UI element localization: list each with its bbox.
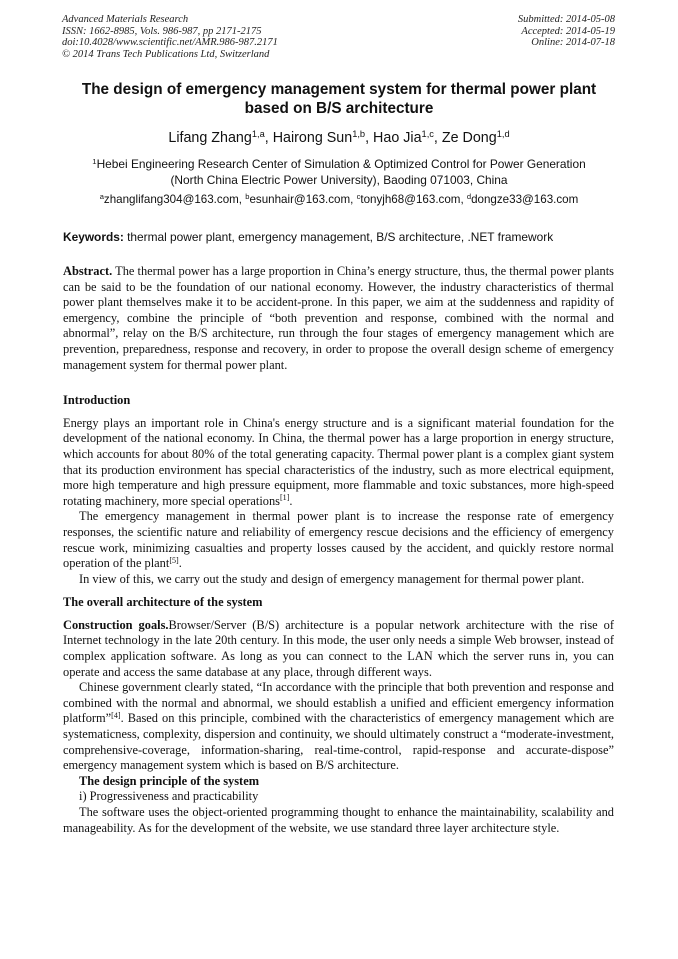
author [373, 130, 442, 146]
author-name: Lifang Zhang [168, 130, 252, 146]
affiliation-mark: 1 [92, 156, 97, 166]
author-separator: , [264, 130, 273, 146]
paper-title [40, 80, 638, 118]
author-name: Ze Dong [441, 130, 497, 146]
intro-text-1-end: . [289, 493, 293, 508]
author-affil-mark: 1,b [352, 128, 366, 139]
author-affil-mark: 1,c [421, 128, 434, 139]
title-line-1: The design of emergency management system for thermal power plant [81, 81, 597, 98]
author [273, 130, 373, 146]
construction-goals-text: Browser/Server (B/S) architecture is a popular network architecture with the rise of Internet technology in the late 20th century. In this mode, the user only needs a simple Web browser, instead of complex application software. As long as you can connect to the LAN which the server runs in, you can operate and access the same database at any place, through different ways. [63, 617, 615, 679]
abstract-text: The thermal power has a large proportion in China’s energy structure, thus, the thermal power plants can be said to be the foundation of our national economy. However, the industry characteristics of thermal power plant themselves make it to be accident-prone. In this paper, we aim at the suddenness and rapidity of emergency, combine the principle of “both prevention and response, combined with the normal and abnormal”, relay on the B/S architecture, run through the four stages of emergency management which are prevention, preparedness, response and recovery, in order to propose the overall design scheme of emergency management system for thermal power plant. [63, 264, 614, 372]
author-affil-mark: 1,d [496, 128, 510, 139]
email-address: dongze33@163.com [471, 193, 579, 206]
author-emails [40, 192, 638, 208]
affiliation-text-1: Hebei Engineering Research Center of Simulation & Optimized Control for Power Generation [96, 157, 586, 171]
arch-paragraph-2 [63, 680, 614, 774]
citation-ref: [5] [169, 555, 179, 565]
intro-text-2-end: . [178, 556, 182, 571]
keywords-label: Keywords: [63, 230, 124, 244]
author [168, 130, 272, 146]
journal-header [62, 14, 278, 60]
author [442, 130, 510, 146]
title-line-2: based on B/S architecture [244, 100, 434, 117]
author-name: Hao Jia [373, 130, 422, 146]
email-address: zhanglifang304@163.com, [103, 193, 246, 206]
dates-header [518, 14, 615, 49]
section-heading-introduction: Introduction [63, 393, 131, 408]
email-mark: d [466, 191, 472, 201]
journal-name: Advanced Materials Research [62, 14, 189, 25]
email-address: tonyjh68@163.com, [360, 193, 467, 206]
intro-paragraph-3: In view of this, we carry out the study and design of emergency management for thermal power plant. [79, 571, 585, 586]
intro-paragraph-1 [63, 416, 614, 510]
subsection-heading-design-principle: The design principle of the system [79, 773, 260, 788]
submitted-date: Submitted: 2014-05-08 [517, 14, 615, 25]
paper-body [63, 264, 614, 836]
author-list [40, 129, 638, 147]
email-mark: c [356, 191, 361, 201]
abstract-label: Abstract. [63, 264, 113, 278]
intro-paragraph-2 [63, 509, 614, 571]
journal-issn: ISSN: 1662-8985, Vols. 986-987, pp 2171-2175 [62, 25, 262, 37]
journal-doi: doi:10.4028/www.scientific.net/AMR.986-987.2171 [62, 37, 278, 49]
affiliation-line-1 [40, 156, 638, 172]
intro-text-1: Energy plays an important role in China's energy structure and is a significant material foundation for the development of the national economy. In China, the thermal power has a large proportion in energy structure, which accounts for about 80% of the total generating capacity. Thermal power plant is a complex giant system that its production environment has special characteristics of the industry, such as more electrical equipment, more high temperature and high pressure equipment, more flammable and toxic substances, more high-speed rotating machinery, more special operations [63, 415, 614, 508]
online-date: Online: 2014-07-18 [531, 37, 615, 49]
affiliation-line-2: (North China Electric Power University), Baoding 071003, China [170, 173, 508, 187]
keywords-text: thermal power plant, emergency management, B/S architecture, .NET framework [123, 230, 554, 244]
arch-text-2: Chinese government clearly stated, “In accordance with the principle that both prevention and response and combined with the normal and abnormal, we should establish a unified and efficient emergency information platform” [63, 680, 614, 726]
email-address: esunhair@163.com, [249, 193, 357, 206]
affiliation [40, 156, 638, 188]
citation-ref: [1] [280, 493, 290, 503]
author-separator: , [365, 130, 374, 146]
citation-ref: [4] [111, 711, 121, 721]
list-item-progressiveness: i) Progressiveness and practicability [79, 789, 259, 804]
arch-paragraph-3: The software uses the object-oriented programming thought to enhance the maintainability, scalability and manageability. As for the development of the website, we use standard three layer architecture style. [63, 805, 614, 835]
accepted-date: Accepted: 2014-05-19 [521, 25, 615, 37]
journal-copyright: © 2014 Trans Tech Publications Ltd, Switzerland [62, 48, 270, 60]
author-name: Hairong Sun [272, 130, 353, 146]
email-mark: a [99, 191, 104, 201]
author-affil-mark: 1,a [251, 128, 265, 139]
keywords [63, 229, 618, 245]
section-heading-architecture: The overall architecture of the system [63, 595, 263, 610]
author-separator: , [433, 130, 442, 146]
abstract-paragraph [63, 264, 614, 373]
email-mark: b [245, 191, 250, 201]
arch-paragraph-1 [63, 618, 614, 680]
construction-goals-label: Construction goals. [63, 617, 169, 632]
intro-text-2: The emergency management in thermal power plant is to increase the response rate of emergency responses, the scientific nature and reliability of emergency rescue decisions and the efficiency of emergency rescue work, minimizing casualties and property losses caused by the accident, and quickly restore normal operation of the plant [63, 509, 614, 571]
arch-text-2-rest: . Based on this principle, combined with the characteristics of emergency management which are systematicness, complexity, dispersion and continuity, we should ultimately construct a “moderate-investment, comprehensive-coverage, information-sharing, real-time-control, rapid-response and accurate-dispose” emergency management system which is based on B/S architecture. [63, 711, 614, 773]
